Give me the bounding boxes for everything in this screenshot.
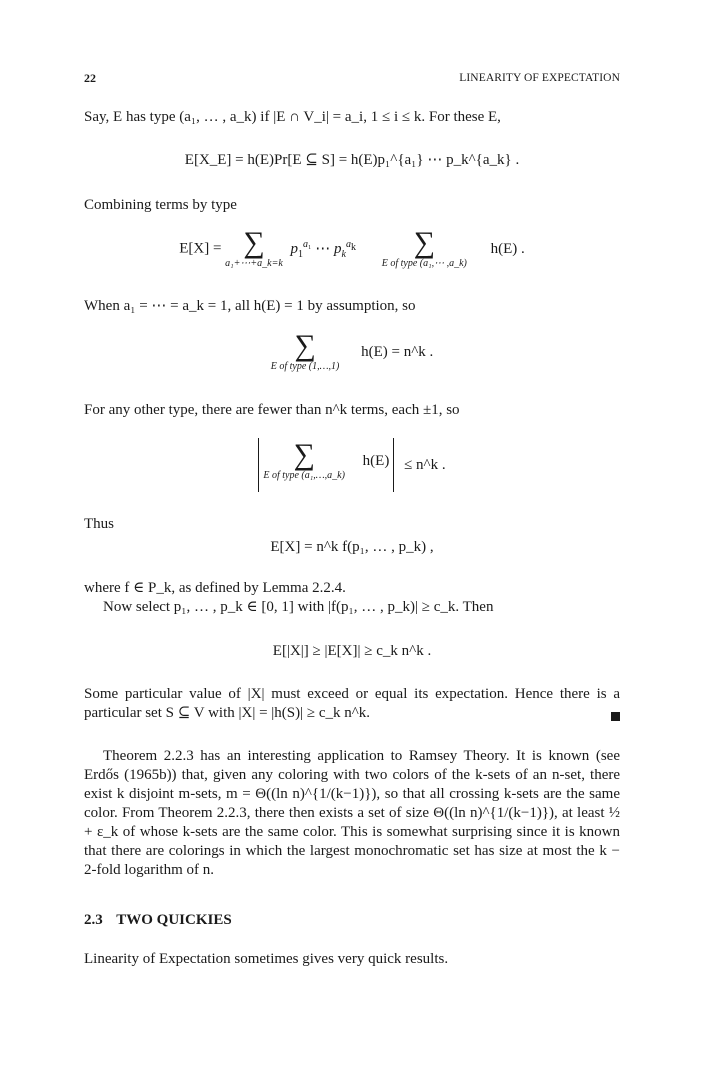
paragraph-quick-results [84, 950, 620, 969]
equation-expectation-polynomial [84, 538, 620, 557]
paragraph-text: When a₁ = ⋯ = a_k = 1, all h(E) = 1 by assumption, so [84, 298, 416, 314]
paragraph-text: Combining terms by type [84, 197, 237, 213]
paragraph-text: Thus [84, 516, 114, 532]
summation-over-edges [382, 228, 467, 270]
qed-square-icon [611, 712, 620, 721]
paragraph-ramsey-application [84, 747, 620, 880]
equation-rhs: h(E) = n^k . [361, 343, 434, 360]
absolute-value [258, 438, 394, 492]
paragraph-combining [84, 196, 620, 215]
summation-limit: E of type (1,…,1) [270, 361, 340, 372]
running-head: LINEARITY OF EXPECTATION [459, 72, 620, 84]
equation-text: E[X] = n^k f(p₁, … , p_k) , [270, 539, 434, 555]
summation-limit: E of type (a₁,⋯ ,a_k) [381, 258, 467, 269]
page-header [84, 69, 620, 87]
paragraph-select-probabilities [84, 579, 620, 617]
paragraph-line: where f ∈ P_k, as defined by Lemma 2.2.4. [84, 580, 346, 596]
section-title: TWO QUICKIES [116, 912, 232, 928]
summation-over-edges [263, 440, 345, 482]
equation-other-type-bound [84, 438, 620, 496]
summation-limit: a₁+⋯+a_k=k [225, 258, 283, 269]
summation-limit: E of type (a₁,…,a_k) [263, 470, 345, 481]
equation-abs-expectation [84, 642, 620, 661]
equation-rhs: h(E) . [490, 240, 525, 257]
paragraph-all-ones [84, 297, 620, 316]
summation-over-edges [271, 331, 340, 373]
equation-inner: h(E) [362, 452, 390, 469]
equation-all-ones-type [84, 331, 620, 377]
paragraph-other-types [84, 401, 620, 420]
paragraph-conclusion [84, 685, 620, 723]
equation-expectation-sum [84, 228, 620, 276]
page-number: 22 [84, 71, 96, 85]
paragraph-text: For any other type, there are fewer than n^k terms, each ±1, so [84, 402, 460, 418]
paragraph-text: Linearity of Expectation sometimes gives very quick results. [84, 951, 449, 967]
paragraph-line: Now select p₁, … , p_k ∈ [0, 1] with |f(p₁, … , p_k)| ≥ c_k. Then [103, 599, 494, 615]
sigma-symbol: ∑ [293, 438, 315, 471]
section-number: 2.3 [84, 912, 103, 928]
product-term: $p_1^{a_1}$ ⋯ $p_k^{a_k}$ [290, 238, 356, 260]
sigma-symbol: ∑ [243, 226, 265, 259]
sigma-symbol: ∑ [413, 226, 435, 259]
equation-text: E[|X|] ≥ |E[X]| ≥ c_k n^k . [272, 643, 432, 659]
equation-text: E[X_E] = h(E)Pr[E ⊆ S] = h(E)p₁^{a₁} ⋯ p_k^{a_k} . [184, 152, 520, 168]
paragraph-text: Theorem 2.2.3 has an interesting application to Ramsey Theory. It is known (see Erdős (1965b)) that, given any coloring with two colors of the k-sets of an n-set, there exist k disjoint m-sets, m = Θ((ln n)^{1/(k−1)}), so that all crossing k-sets are the same color. From Theorem 2.2.3, there then exists a set of size Θ((ln n)^{1/(k−1)}), at least ½ + ε_k of whose k-sets are the same color. This is somewhat surprising since it is known that there are colorings in which the largest monochromatic set has size at most the k − 2-fold logarithm of n. [84, 748, 620, 878]
summation-over-types [225, 228, 283, 270]
paragraph-text: Some particular value of |X| must exceed or equal its expectation. Hence there is a particular set S ⊆ V with |X| = |h(S)| ≥ c_k n^k. [84, 686, 620, 721]
paragraph-thus [84, 515, 620, 534]
paragraph-text: Say, E has type (a₁, … , a_k) if |E ∩ V_i| = a_i, 1 ≤ i ≤ k. For these E, [84, 109, 501, 125]
paragraph-type-definition [84, 108, 620, 127]
equation-expectation-xe [84, 151, 620, 170]
section-heading [84, 911, 620, 930]
sigma-symbol: ∑ [294, 329, 316, 362]
equation-lhs: E[X] = [179, 240, 222, 257]
equation-rhs: ≤ n^k . [404, 456, 446, 473]
